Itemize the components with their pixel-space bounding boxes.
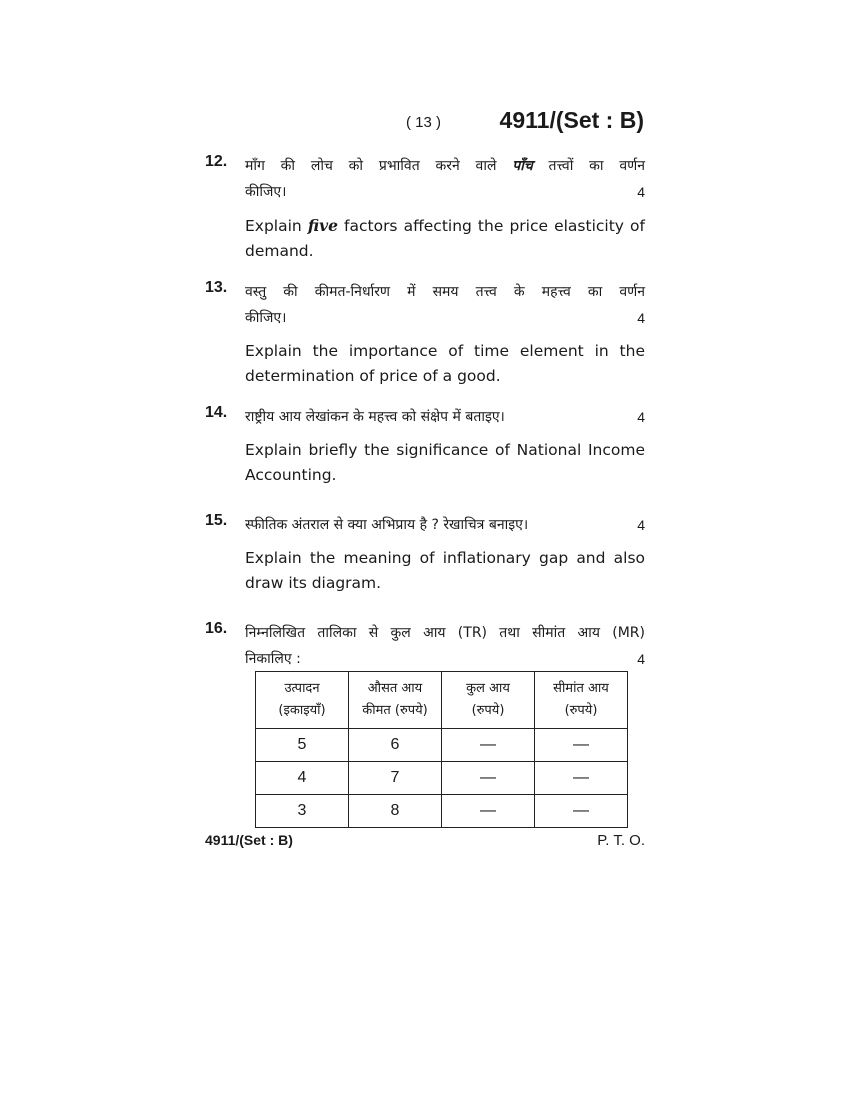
question-12 <box>205 153 645 264</box>
english-text: Explain the meaning of inflationary gap and also draw its diagram. <box>245 549 645 592</box>
hindi-text-line: माँग की लोच को प्रभावित करने वाले पाँच तत्त्वों का वर्णन <box>245 158 645 174</box>
question-number: 12. <box>205 153 228 170</box>
paper-code-footer: 4911/(Set : B) <box>205 832 293 848</box>
marks: 4 <box>637 651 645 667</box>
paper-code-header: 4911/(Set : B) <box>499 107 644 133</box>
marks: 4 <box>637 517 645 533</box>
hindi-text-line: निकालिए : <box>245 651 301 667</box>
hindi-text-line: राष्ट्रीय आय लेखांकन के महत्त्व को संक्षेप में बताइए। <box>245 409 505 425</box>
table-header-cell: सीमांत आय (रुपये) <box>535 672 628 729</box>
question-number: 14. <box>205 404 228 421</box>
table-cell: 5 <box>256 729 349 762</box>
table-header-cell: कुल आय (रुपये) <box>442 672 535 729</box>
table-row <box>256 795 628 828</box>
hindi-text-line: स्फीतिक अंतराल से क्या अभिप्राय है ? रेखाचित्र बनाइए। <box>245 517 529 533</box>
table-header-cell: औसत आय कीमत (रुपये) <box>349 672 442 729</box>
english-text: Explain briefly the significance of National Income Accounting. <box>245 441 645 484</box>
hindi-text-line: कीजिए। <box>245 184 287 200</box>
page-number: ( 13 ) <box>406 114 442 131</box>
hindi-text-line: कीजिए। <box>245 310 287 326</box>
revenue-table <box>255 671 628 828</box>
table-row <box>256 762 628 795</box>
table-cell: 6 <box>349 729 442 762</box>
table-row <box>256 729 628 762</box>
pto-label: P. T. O. <box>597 832 645 849</box>
hindi-text-line: वस्तु की कीमत-निर्धारण में समय तत्त्व के महत्त्व का वर्णन <box>245 284 645 300</box>
marks: 4 <box>637 409 645 425</box>
emphasis-text: five <box>307 216 338 235</box>
table-cell: 4 <box>256 762 349 795</box>
english-text: Explain the importance of time element in the determination of price of a good. <box>245 342 645 385</box>
question-number: 13. <box>205 279 228 296</box>
question-14 <box>205 404 645 488</box>
table-cell: — <box>442 729 535 762</box>
table-header-cell: उत्पादन (इकाइयाँ) <box>256 672 349 729</box>
table-cell: — <box>442 795 535 828</box>
marks: 4 <box>637 310 645 326</box>
table-cell: — <box>535 729 628 762</box>
table-cell: — <box>442 762 535 795</box>
marks: 4 <box>637 184 645 200</box>
table-cell: 8 <box>349 795 442 828</box>
question-13 <box>205 279 645 389</box>
table-header-row <box>256 672 628 729</box>
table-cell: — <box>535 762 628 795</box>
table-cell: — <box>535 795 628 828</box>
table-cell: 3 <box>256 795 349 828</box>
hindi-text-line: निम्नलिखित तालिका से कुल आय (TR) तथा सीमांत आय (MR) <box>245 625 645 641</box>
question-15 <box>205 512 645 596</box>
table-cell: 7 <box>349 762 442 795</box>
question-number: 16. <box>205 620 228 637</box>
english-text: Explain five factors affecting the price elasticity of demand. <box>245 216 645 260</box>
emphasis-text: पाँच <box>512 158 533 174</box>
question-number: 15. <box>205 512 228 529</box>
question-16 <box>205 620 645 672</box>
